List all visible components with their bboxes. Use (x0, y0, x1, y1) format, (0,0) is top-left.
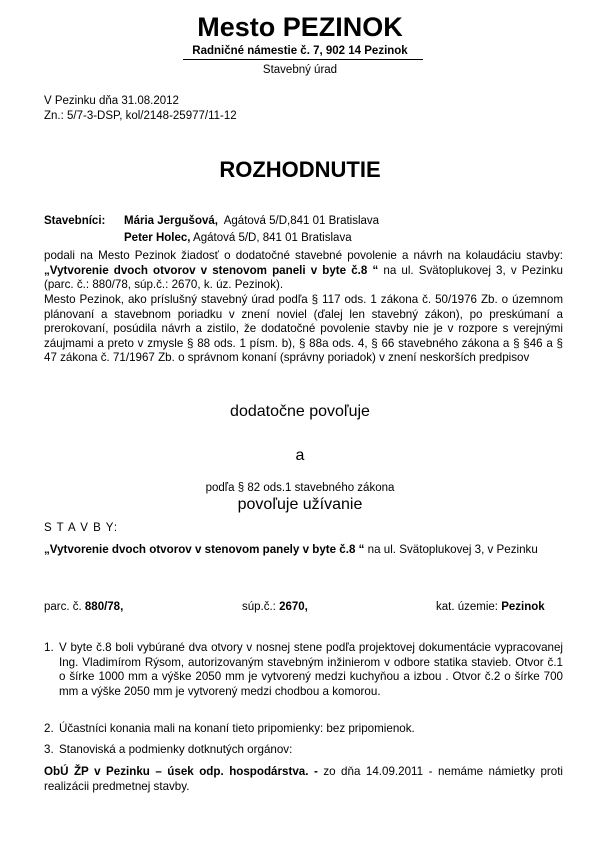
project-title: „Vytvorenie dvoch otvorov v stenovom panely v byte č.8 “ (44, 543, 365, 556)
parcel-label: parc. č. (44, 601, 85, 613)
application-text: podali na Mesto Pezinok žiadosť o dodatočné stavebné povolenie a návrh na kolaudáciu stavby: (44, 249, 563, 262)
legal-basis-paragraph: Mesto Pezinok, ako príslušný stavebný úrad podľa § 117 ods. 1 zákona č. 50/1976 Zb. o územnom plánovaní a stavebnom poriadku v znení noviel (ďalej len stavebný zákon), po preskúmaní a prerokovaní, posúdila návrh a zistilo, že dodatočné povolenie stavby nie je v rozpore s verejnými záujmami a preto v zmysle § 88 ods. 1 písm. b), § 88a ods. 4, § 66 stavebného zákona a § §46 a § 47 zákona č. 71/1967 Zb. o správnom konaní (správny poriadok) v znení neskorších predpisov (44, 293, 563, 365)
parcel-number (44, 600, 123, 614)
list-item (44, 743, 563, 758)
list-item-number: 2. (44, 722, 54, 735)
office-address: Radničné námestie č. 7, 902 14 Pezinok (192, 45, 408, 57)
application-project: „Vytvorenie dvoch otvorov v stenovom paneli v byte č.8 “ (44, 263, 379, 277)
list-item-text: V byte č.8 boli vybúrané dva otvory v nosnej stene podľa projektovej dokumentácie vypracovanej Ing. Vladimírom Rýsom, autorizovaným stavebným inžinierom v odbore statika stavieb. Otvor č.1 o šírke 1000 mm a výške 2050 mm je vytvorený medzi kuchyňou a izbou . Otvor č.2 o šírke 700 mm a výške 2050 mm je vytvorený medzi chodbou a komorou. (59, 641, 563, 698)
stavby-label: S T A V B Y: (44, 522, 119, 534)
list-item-number: 1. (44, 641, 54, 654)
list-item-text: Účastníci konania mali na konaní tieto pripomienky: bez pripomienok. (59, 722, 415, 735)
cadastral-value: Pezinok (501, 601, 545, 613)
project-location: na ul. Svätoplukovej 3, v Pezinku (364, 543, 538, 556)
project-paragraph (44, 543, 563, 558)
builder-2 (124, 231, 352, 245)
place-date: V Pezinku dňa 31.08.2012 (44, 95, 179, 107)
decision-basis: podľa § 82 ods.1 stavebného zákona (205, 482, 395, 494)
decision-and: a (295, 447, 305, 464)
reference-number: Zn.: 5/7-3-DSP, kol/2148-25977/11-12 (44, 110, 237, 122)
supisne-label: súp.č.: (242, 601, 280, 613)
document-heading: ROZHODNUTIE (219, 157, 381, 182)
list-item-number: 3. (44, 743, 54, 756)
list-item (44, 722, 563, 737)
application-location: na ul. Svätoplukovej 3, v Pezinku (parc. č.: 880/78, súp.č.: 2670, k. úz. Pezinok). (44, 263, 563, 292)
builder-2-name: Peter Holec, (124, 232, 191, 244)
cadastral-area (436, 600, 545, 614)
builders-label: Stavebníci: (44, 215, 106, 227)
header-divider (183, 59, 423, 60)
page-title: Mesto PEZINOK (197, 12, 403, 42)
builder-1-address: Agátová 5/D,841 01 Bratislava (223, 215, 380, 227)
office-name: Stavebný úrad (262, 64, 338, 76)
application-paragraph (44, 249, 563, 293)
parcel-value: 880/78, (84, 601, 124, 613)
list-item (44, 641, 563, 699)
cadastral-label: kat. územie: (436, 601, 502, 613)
decision-line-1: dodatočne povoľuje (230, 403, 370, 420)
authority-statement-text: zo dňa 14.09.2011 - nemáme námietky proti realizácii predmetnej stavby. (44, 765, 563, 793)
supisne-value: 2670, (279, 601, 308, 613)
authority-statement (44, 765, 563, 794)
supisne-cislo (242, 600, 308, 614)
builder-1 (124, 214, 379, 228)
authority-name: ObÚ ŽP v Pezinku – úsek odp. hospodárstva. - (44, 765, 318, 778)
builder-2-address: Agátová 5/D, 841 01 Bratislava (193, 232, 352, 244)
decision-line-2: povoľuje užívanie (237, 496, 363, 513)
list-item-text: Stanoviská a podmienky dotknutých orgánov: (59, 743, 293, 756)
builder-1-name: Mária Jergušová, (124, 215, 218, 227)
